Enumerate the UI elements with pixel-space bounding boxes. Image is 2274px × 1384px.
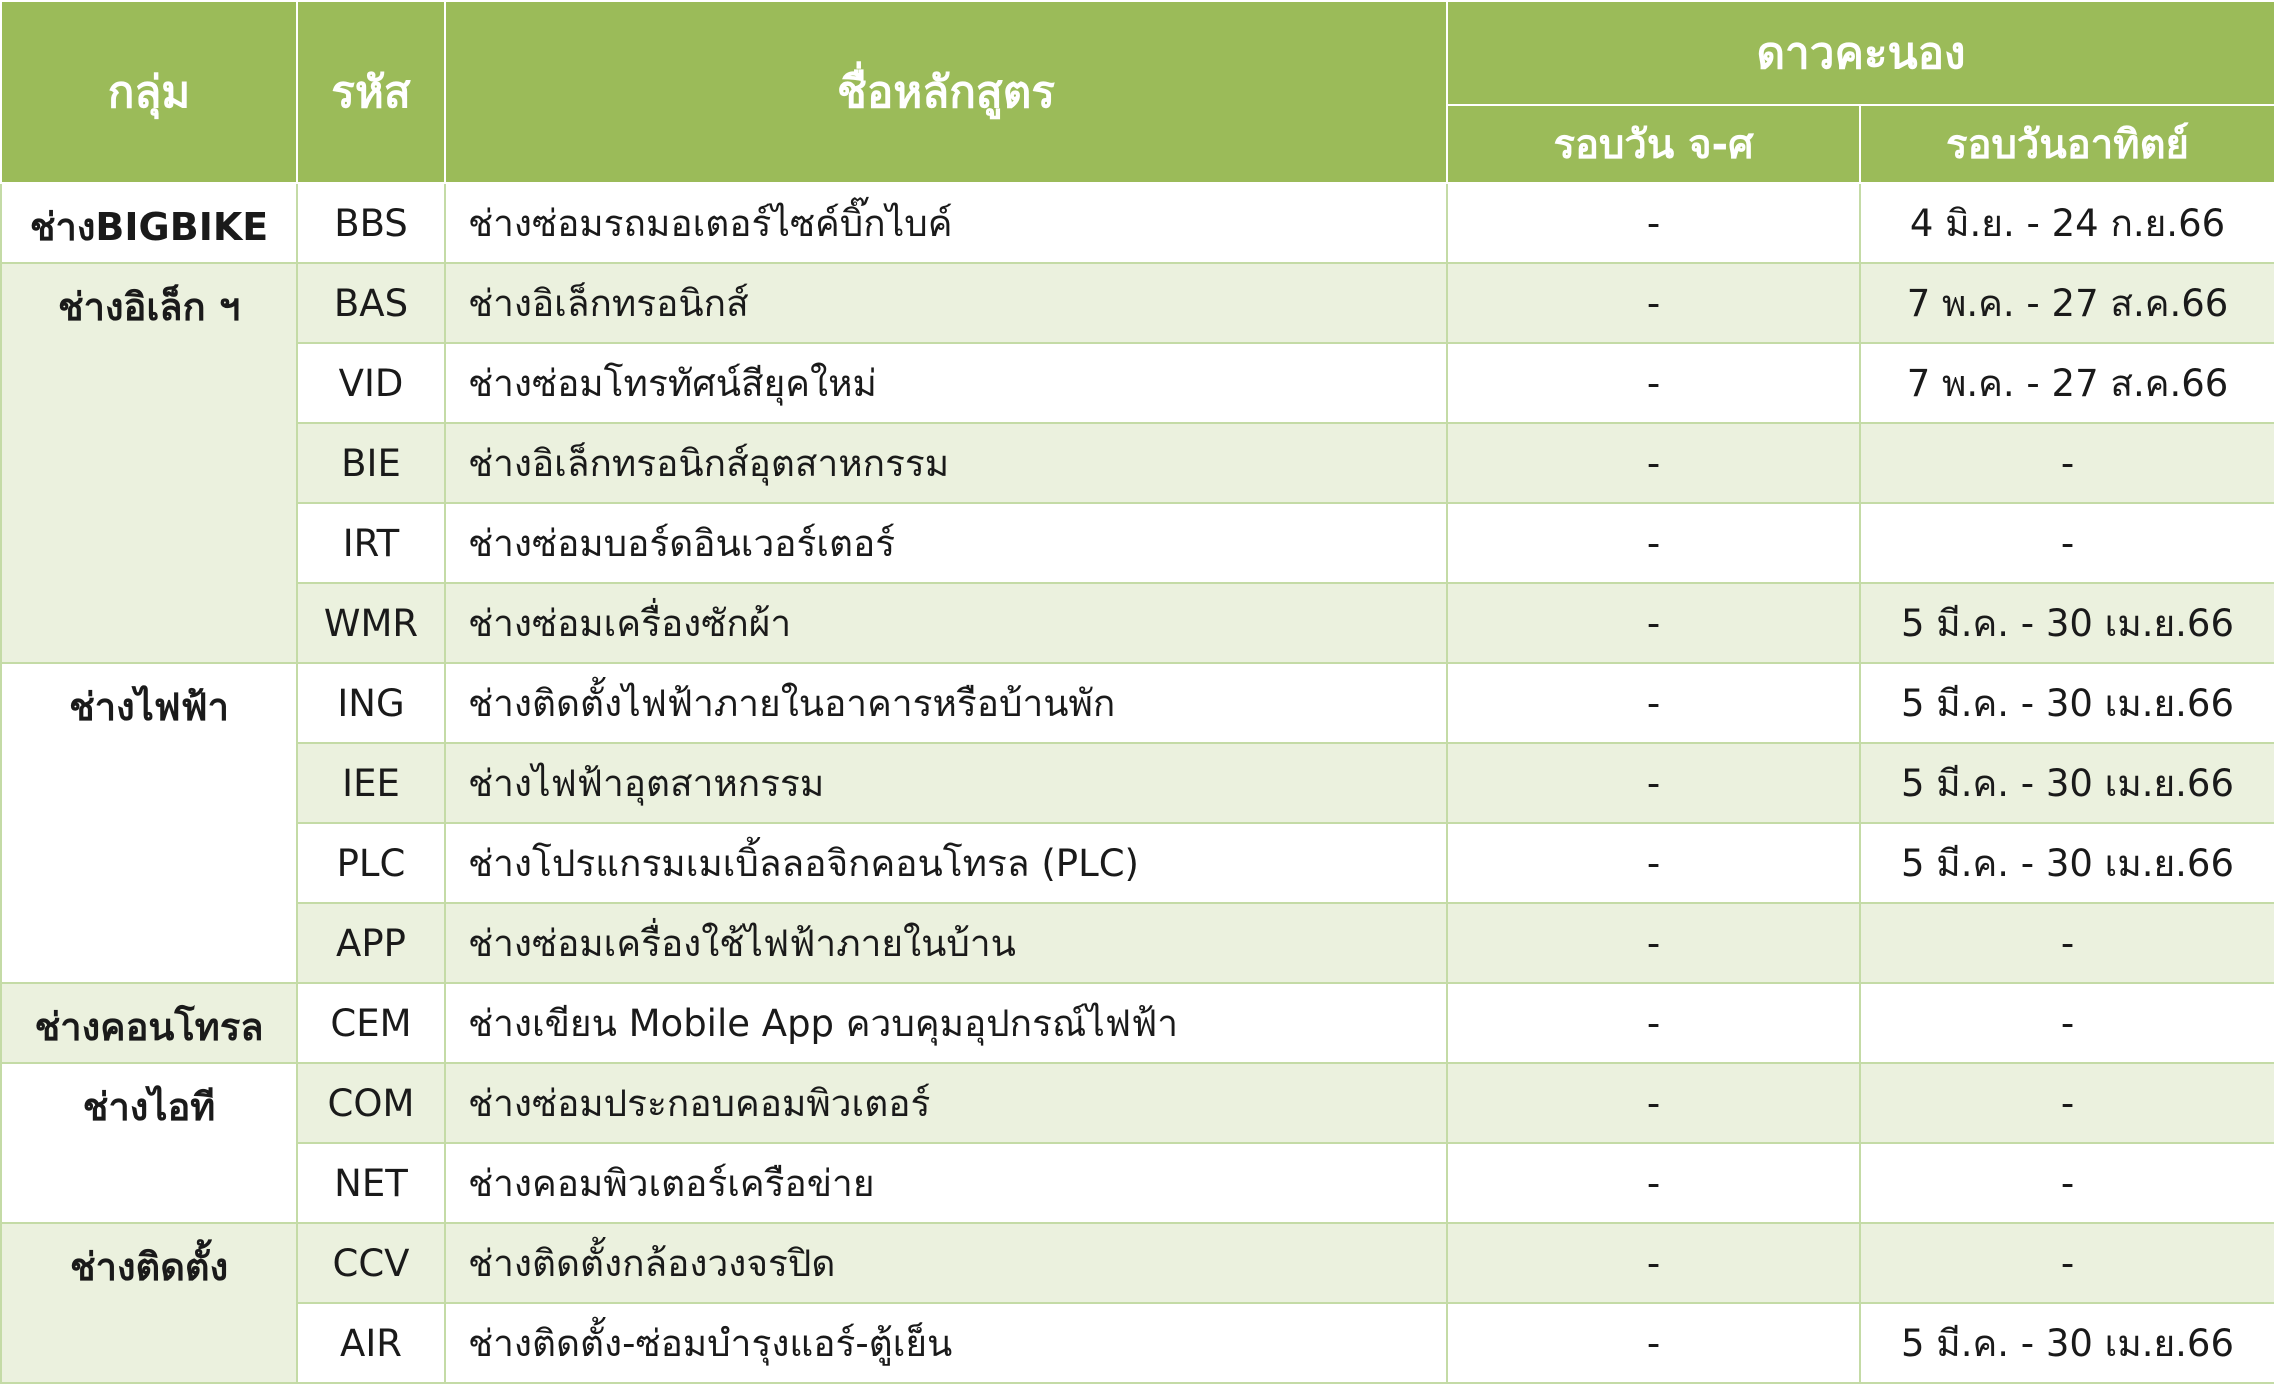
code-cell: BBS: [297, 183, 445, 263]
weekday-cell: -: [1447, 263, 1860, 343]
weekday-cell: -: [1447, 503, 1860, 583]
group-cell: ช่างBIGBIKE: [1, 183, 297, 263]
code-cell: AIR: [297, 1303, 445, 1383]
table-body: [1, 183, 2274, 1383]
sunday-cell: -: [1860, 1063, 2274, 1143]
code-cell: PLC: [297, 823, 445, 903]
header-group: กลุ่ม: [1, 1, 297, 183]
sunday-cell: 7 พ.ค. - 27 ส.ค.66: [1860, 343, 2274, 423]
weekday-cell: -: [1447, 343, 1860, 423]
course-name-cell: ช่างซ่อมบอร์ดอินเวอร์เตอร์: [445, 503, 1447, 583]
sunday-cell: -: [1860, 423, 2274, 503]
table-row: [1, 263, 2274, 343]
header-schedule-location: ดาวคะนอง: [1447, 1, 2274, 105]
course-name-cell: ช่างติดตั้งไฟฟ้าภายในอาคารหรือบ้านพัก: [445, 663, 1447, 743]
sunday-cell: -: [1860, 983, 2274, 1063]
code-cell: WMR: [297, 583, 445, 663]
group-cell: ช่างติดตั้ง: [1, 1223, 297, 1383]
code-cell: NET: [297, 1143, 445, 1223]
weekday-cell: -: [1447, 1063, 1860, 1143]
code-cell: BAS: [297, 263, 445, 343]
code-cell: BIE: [297, 423, 445, 503]
table-row: [1, 983, 2274, 1063]
table-row: [1, 423, 2274, 503]
table-row: [1, 663, 2274, 743]
header-course-name: ชื่อหลักสูตร: [445, 1, 1447, 183]
table-row: [1, 903, 2274, 983]
course-name-cell: ช่างไฟฟ้าอุตสาหกรรม: [445, 743, 1447, 823]
header-weekday: รอบวัน จ-ศ: [1447, 105, 1860, 183]
weekday-cell: -: [1447, 983, 1860, 1063]
code-cell: COM: [297, 1063, 445, 1143]
table-row: [1, 1143, 2274, 1223]
table-row: [1, 1223, 2274, 1303]
course-name-cell: ช่างซ่อมประกอบคอมพิวเตอร์: [445, 1063, 1447, 1143]
group-cell: ช่างคอนโทรล: [1, 983, 297, 1063]
header-sunday: รอบวันอาทิตย์: [1860, 105, 2274, 183]
header-code: รหัส: [297, 1, 445, 183]
group-cell: ช่างไอที: [1, 1063, 297, 1223]
sunday-cell: -: [1860, 1143, 2274, 1223]
code-cell: CEM: [297, 983, 445, 1063]
weekday-cell: -: [1447, 423, 1860, 503]
course-name-cell: ช่างซ่อมเครื่องใช้ไฟฟ้าภายในบ้าน: [445, 903, 1447, 983]
weekday-cell: -: [1447, 1223, 1860, 1303]
table-row: [1, 343, 2274, 423]
sunday-cell: -: [1860, 903, 2274, 983]
group-cell: ช่างอิเล็ก ฯ: [1, 263, 297, 663]
sunday-cell: 5 มี.ค. - 30 เม.ย.66: [1860, 743, 2274, 823]
table-row: [1, 583, 2274, 663]
table-row: [1, 183, 2274, 263]
code-cell: VID: [297, 343, 445, 423]
sunday-cell: 7 พ.ค. - 27 ส.ค.66: [1860, 263, 2274, 343]
code-cell: IRT: [297, 503, 445, 583]
weekday-cell: -: [1447, 583, 1860, 663]
table-row: [1, 503, 2274, 583]
sunday-cell: 5 มี.ค. - 30 เม.ย.66: [1860, 583, 2274, 663]
sunday-cell: -: [1860, 1223, 2274, 1303]
code-cell: IEE: [297, 743, 445, 823]
table-row: [1, 743, 2274, 823]
code-cell: CCV: [297, 1223, 445, 1303]
course-name-cell: ช่างซ่อมเครื่องซักผ้า: [445, 583, 1447, 663]
weekday-cell: -: [1447, 663, 1860, 743]
course-name-cell: ช่างติดตั้ง-ซ่อมบำรุงแอร์-ตู้เย็น: [445, 1303, 1447, 1383]
sunday-cell: 5 มี.ค. - 30 เม.ย.66: [1860, 1303, 2274, 1383]
course-name-cell: ช่างโปรแกรมเมเบิ้ลลอจิกคอนโทรล (PLC): [445, 823, 1447, 903]
weekday-cell: -: [1447, 1303, 1860, 1383]
sunday-cell: 5 มี.ค. - 30 เม.ย.66: [1860, 823, 2274, 903]
sunday-cell: 5 มี.ค. - 30 เม.ย.66: [1860, 663, 2274, 743]
course-name-cell: ช่างคอมพิวเตอร์เครือข่าย: [445, 1143, 1447, 1223]
table-row: [1, 823, 2274, 903]
table-header: [1, 1, 2274, 183]
sunday-cell: -: [1860, 503, 2274, 583]
course-name-cell: ช่างอิเล็กทรอนิกส์อุตสาหกรรม: [445, 423, 1447, 503]
weekday-cell: -: [1447, 903, 1860, 983]
group-cell: ช่างไฟฟ้า: [1, 663, 297, 983]
code-cell: APP: [297, 903, 445, 983]
sunday-cell: 4 มิ.ย. - 24 ก.ย.66: [1860, 183, 2274, 263]
weekday-cell: -: [1447, 1143, 1860, 1223]
table-row: [1, 1303, 2274, 1383]
course-name-cell: ช่างอิเล็กทรอนิกส์: [445, 263, 1447, 343]
table-row: [1, 1063, 2274, 1143]
course-name-cell: ช่างซ่อมโทรทัศน์สียุคใหม่: [445, 343, 1447, 423]
course-name-cell: ช่างติดตั้งกล้องวงจรปิด: [445, 1223, 1447, 1303]
course-name-cell: ช่างซ่อมรถมอเตอร์ไซค์บิ๊กไบค์: [445, 183, 1447, 263]
code-cell: ING: [297, 663, 445, 743]
weekday-cell: -: [1447, 743, 1860, 823]
weekday-cell: -: [1447, 823, 1860, 903]
weekday-cell: -: [1447, 183, 1860, 263]
course-name-cell: ช่างเขียน Mobile App ควบคุมอุปกรณ์ไฟฟ้า: [445, 983, 1447, 1063]
